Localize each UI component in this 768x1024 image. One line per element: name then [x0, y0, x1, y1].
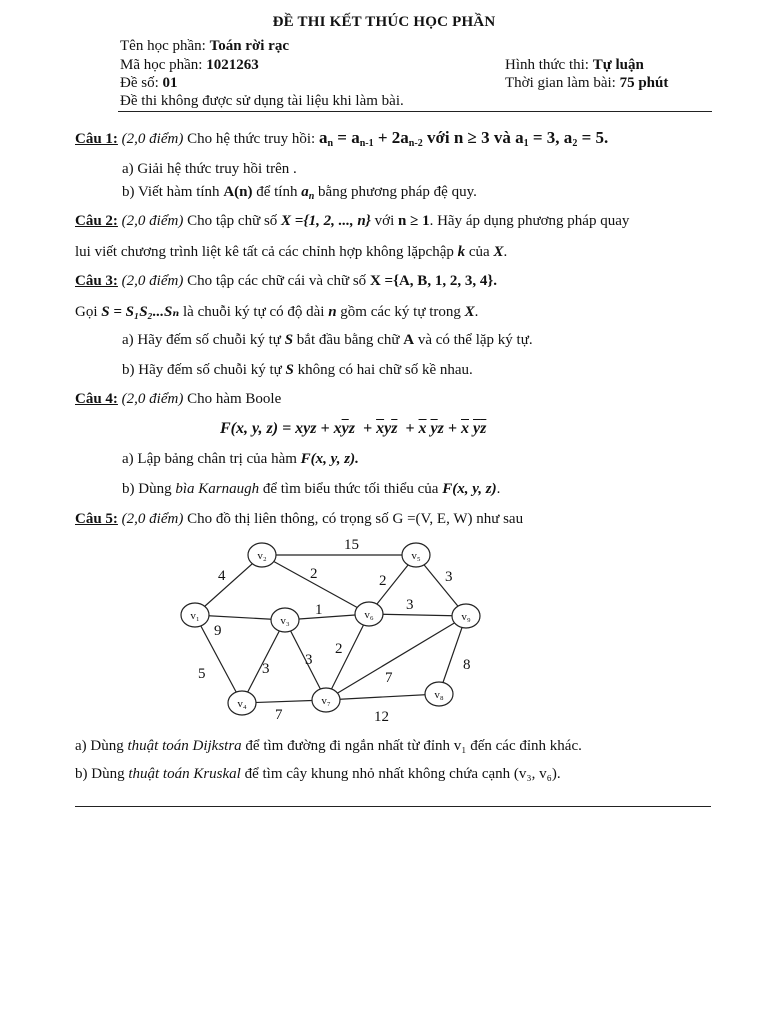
header-divider [118, 111, 712, 112]
question-1a: a) Giải hệ thức truy hồi trên . [122, 161, 297, 177]
question-1b: b) Viết hàm tính A(n) để tính $a_n$ bằng phương pháp đệ quy. [122, 184, 477, 202]
svg-text:v₂: v₂ [257, 550, 267, 562]
svg-text:v₈: v₈ [434, 689, 444, 701]
question-4: Câu 4: (2,0 điểm) Cho hàm Boole [75, 391, 282, 407]
question-3a: a) Hãy đếm số chuỗi ký tự S bắt đầu bằng chữ A và có thể lặp ký tự. [122, 332, 533, 348]
node-v7 [312, 688, 340, 712]
weight-v9-v8: 8 [463, 657, 471, 673]
exam-title: ĐỀ THI KẾT THÚC HỌC PHẦN [272, 14, 496, 30]
node-v6 [355, 602, 383, 626]
exam-number: Đề số: 01 [120, 75, 178, 91]
svg-text:v₁: v₁ [190, 610, 200, 622]
node-v3 [271, 608, 299, 632]
question-3b: b) Hãy đếm số chuỗi ký tự S không có hai chữ số kề nhau. [122, 362, 473, 378]
node-v9 [452, 604, 480, 628]
question-5: Câu 5: (2,0 điểm) Cho đồ thị liên thông, có trọng số G =(V, E, W) như sau [75, 511, 524, 527]
weighted-graph [160, 530, 500, 730]
question-1: Câu 1: (2,0 điểm) Cho hệ thức truy hồi: $a_n = a_{n-1} + 2a_{n-2}$ với n ≥ 3 và $a_1 = 3$, $a_2 = 5$. [75, 128, 609, 149]
weight-v2-v6: 2 [310, 566, 318, 582]
weight-v5-v9: 3 [445, 569, 453, 585]
boole-function: F(x, y, z) = xyz + $x\overline{y}z + \overline{x}y\overline{z} + \overline{x}$ $\overline{y}z + \overline{x}$ $\overline{y}\overline{z}$ [220, 420, 487, 437]
weight-v1-v2: 4 [218, 568, 226, 584]
weight-v3-v7: 3 [305, 652, 313, 668]
question-3: Câu 3: (2,0 điểm) Cho tập các chữ cái và chữ số X ={A, B, 1, 2, 3, 4}. [75, 273, 497, 289]
node-v5 [402, 543, 430, 567]
weight-v2-v5: 15 [344, 537, 359, 553]
course-name: Tên học phần: Toán rời rạc [120, 38, 289, 54]
question-2-cont: lui viết chương trình liệt kê tất cả các chỉnh hợp không lặpchập k của X. [75, 244, 508, 260]
weight-v3-v6: 1 [315, 602, 323, 618]
weight-v7-v8: 12 [374, 709, 389, 725]
question-2: Câu 2: (2,0 điểm) Cho tập chữ số X ={1, 2, ..., n} với n ≥ 1. Hãy áp dụng phương pháp quay [75, 213, 630, 229]
node-v1 [181, 603, 209, 627]
course-code: Mã học phần: 1021263 [120, 57, 259, 73]
exam-note: Đề thi không được sử dụng tài liệu khi làm bài. [120, 93, 404, 109]
question-4b: b) Dùng bìa Karnaugh để tìm biểu thức tối thiểu của F(x, y, z). [122, 481, 501, 497]
exam-format: Hình thức thi: Tự luận [505, 57, 644, 73]
node-v2 [248, 543, 276, 567]
edge-v7-v8 [326, 694, 439, 700]
footer-divider [75, 806, 711, 807]
svg-text:v₄: v₄ [237, 698, 247, 710]
svg-text:v₉: v₉ [461, 611, 471, 623]
svg-text:v₆: v₆ [364, 609, 374, 621]
svg-text:v₃: v₃ [280, 615, 290, 627]
weight-v3-v4: 3 [262, 661, 270, 677]
weight-v9-v7: 7 [385, 670, 393, 686]
weight-v6-v9: 3 [406, 597, 414, 613]
weight-v6-v7: 2 [335, 641, 343, 657]
recurrence-formula: $a_n = a_{n-1} + 2a_{n-2}$ với n ≥ 3 và $a_1 = 3$, $a_2 = 5$. [318, 128, 609, 149]
weight-v1-v3: 9 [214, 623, 222, 639]
weight-v4-v7: 7 [275, 707, 283, 723]
question-5a: a) Dùng thuật toán Dijkstra để tìm đường đi ngắn nhất từ đỉnh v₁ đến các đỉnh khác. [75, 738, 582, 754]
node-v8 [425, 682, 453, 706]
exam-time: Thời gian làm bài: 75 phút [505, 75, 669, 91]
question-4a: a) Lập bảng chân trị của hàm F(x, y, z). [122, 451, 359, 467]
node-v4 [228, 691, 256, 715]
question-5b: b) Dùng thuật toán Kruskal để tìm cây khung nhỏ nhất không chứa cạnh (v₃, v₆). [75, 766, 561, 782]
svg-text:v₅: v₅ [411, 550, 421, 562]
weight-v1-v4: 5 [198, 666, 206, 682]
weight-v5-v6: 2 [379, 573, 387, 589]
question-3-cont: Gọi S = S₁S₂...Sₙ là chuỗi ký tự có độ dài n gồm các ký tự trong X. [75, 304, 479, 320]
svg-text:v₇: v₇ [321, 695, 331, 707]
